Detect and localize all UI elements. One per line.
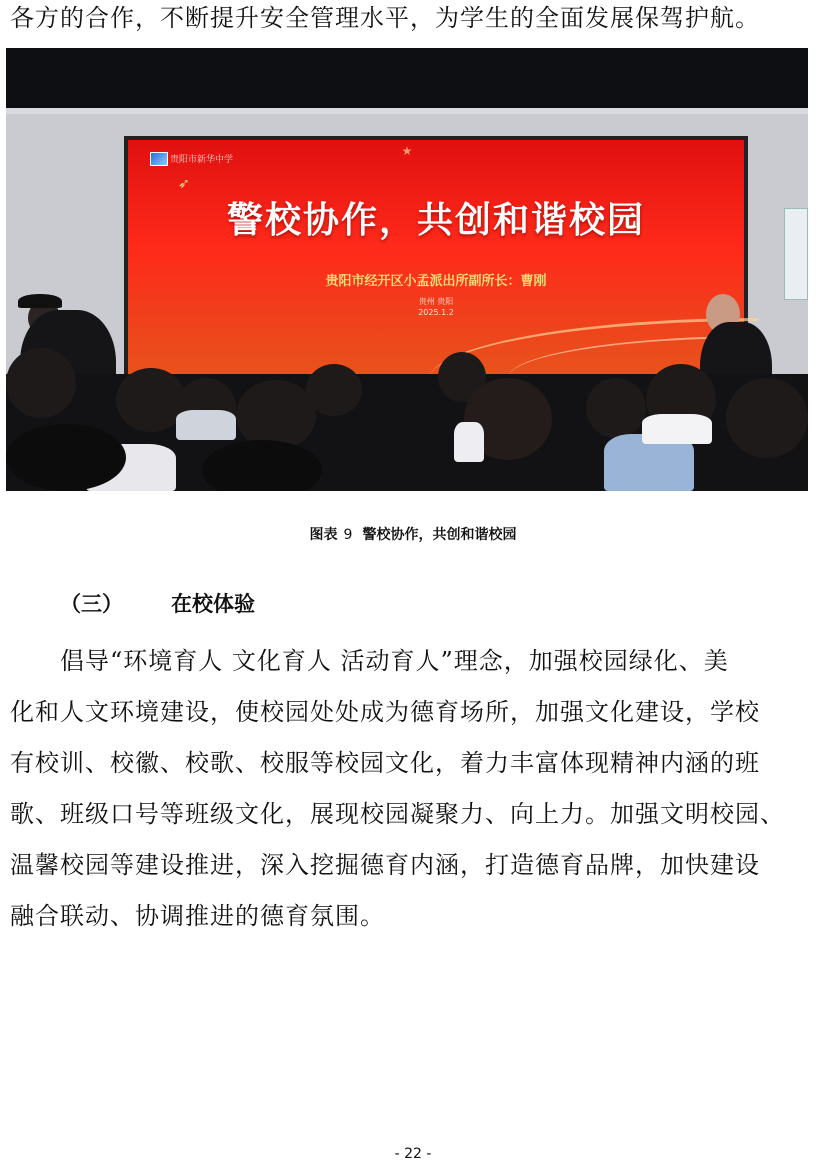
paragraph-line: 有校训、校徽、校歌、校服等校园文化，着力丰富体现精神内涵的班 <box>10 749 760 777</box>
audience-coat <box>454 422 484 462</box>
previous-paragraph-tail: 各方的合作，不断提升安全管理水平，为学生的全面发展保驾护航。 <box>10 4 760 32</box>
school-logo-icon <box>150 152 168 166</box>
audience-head <box>6 348 76 418</box>
decorative-bird-icon: ➶ <box>178 176 190 192</box>
wall-poster <box>784 208 808 300</box>
screen-date: 2025.1.2 <box>418 308 454 317</box>
screen-place: 贵州 贵阳 <box>418 297 454 306</box>
audience-coat <box>176 410 236 440</box>
caption-number: 9 <box>343 527 353 543</box>
ceiling <box>6 48 808 112</box>
section-heading <box>60 588 255 618</box>
audience-head <box>202 440 322 491</box>
paragraph-line: 化和人文环境建设，使校园处处成为德育场所，加强文化建设，学校 <box>10 698 760 726</box>
event-photo <box>6 48 808 491</box>
screen-speaker: 贵阳市经开区小孟派出所副所长：曹刚 <box>325 274 547 289</box>
paragraph-line: 倡导“环境育人 文化育人 活动育人”理念，加强校园绿化、美 <box>60 647 729 675</box>
screen-school-name: 贵阳市新华中学 <box>170 155 234 165</box>
paragraph-line: 温馨校园等建设推进，深入挖掘德育内涵，打造德育品牌，加快建设 <box>10 851 760 879</box>
section-number: （三） <box>60 592 123 616</box>
cap-icon <box>18 294 62 308</box>
audience-head <box>306 364 362 416</box>
caption-label: 图表 <box>309 527 338 543</box>
presentation-screen <box>124 136 748 382</box>
paragraph-line: 融合联动、协调推进的德育氛围。 <box>10 902 385 930</box>
paragraph-line: 歌、班级口号等班级文化，展现校园凝聚力、向上力。加强文明校园、 <box>10 800 785 828</box>
section-title: 在校体验 <box>171 592 255 616</box>
audience-coat <box>642 414 712 444</box>
audience-head <box>6 424 126 491</box>
audience-head <box>236 380 316 450</box>
screen-title: 警校协作，共创和谐校园 <box>226 200 645 241</box>
body-paragraph <box>10 636 810 942</box>
national-emblem-icon: ★ <box>401 144 413 158</box>
audience-head <box>726 378 808 458</box>
audience-head <box>586 378 646 438</box>
caption-title: 警校协作，共创和谐校园 <box>362 527 517 543</box>
figure-caption <box>0 524 826 544</box>
page-number: - 22 - <box>394 1146 432 1162</box>
